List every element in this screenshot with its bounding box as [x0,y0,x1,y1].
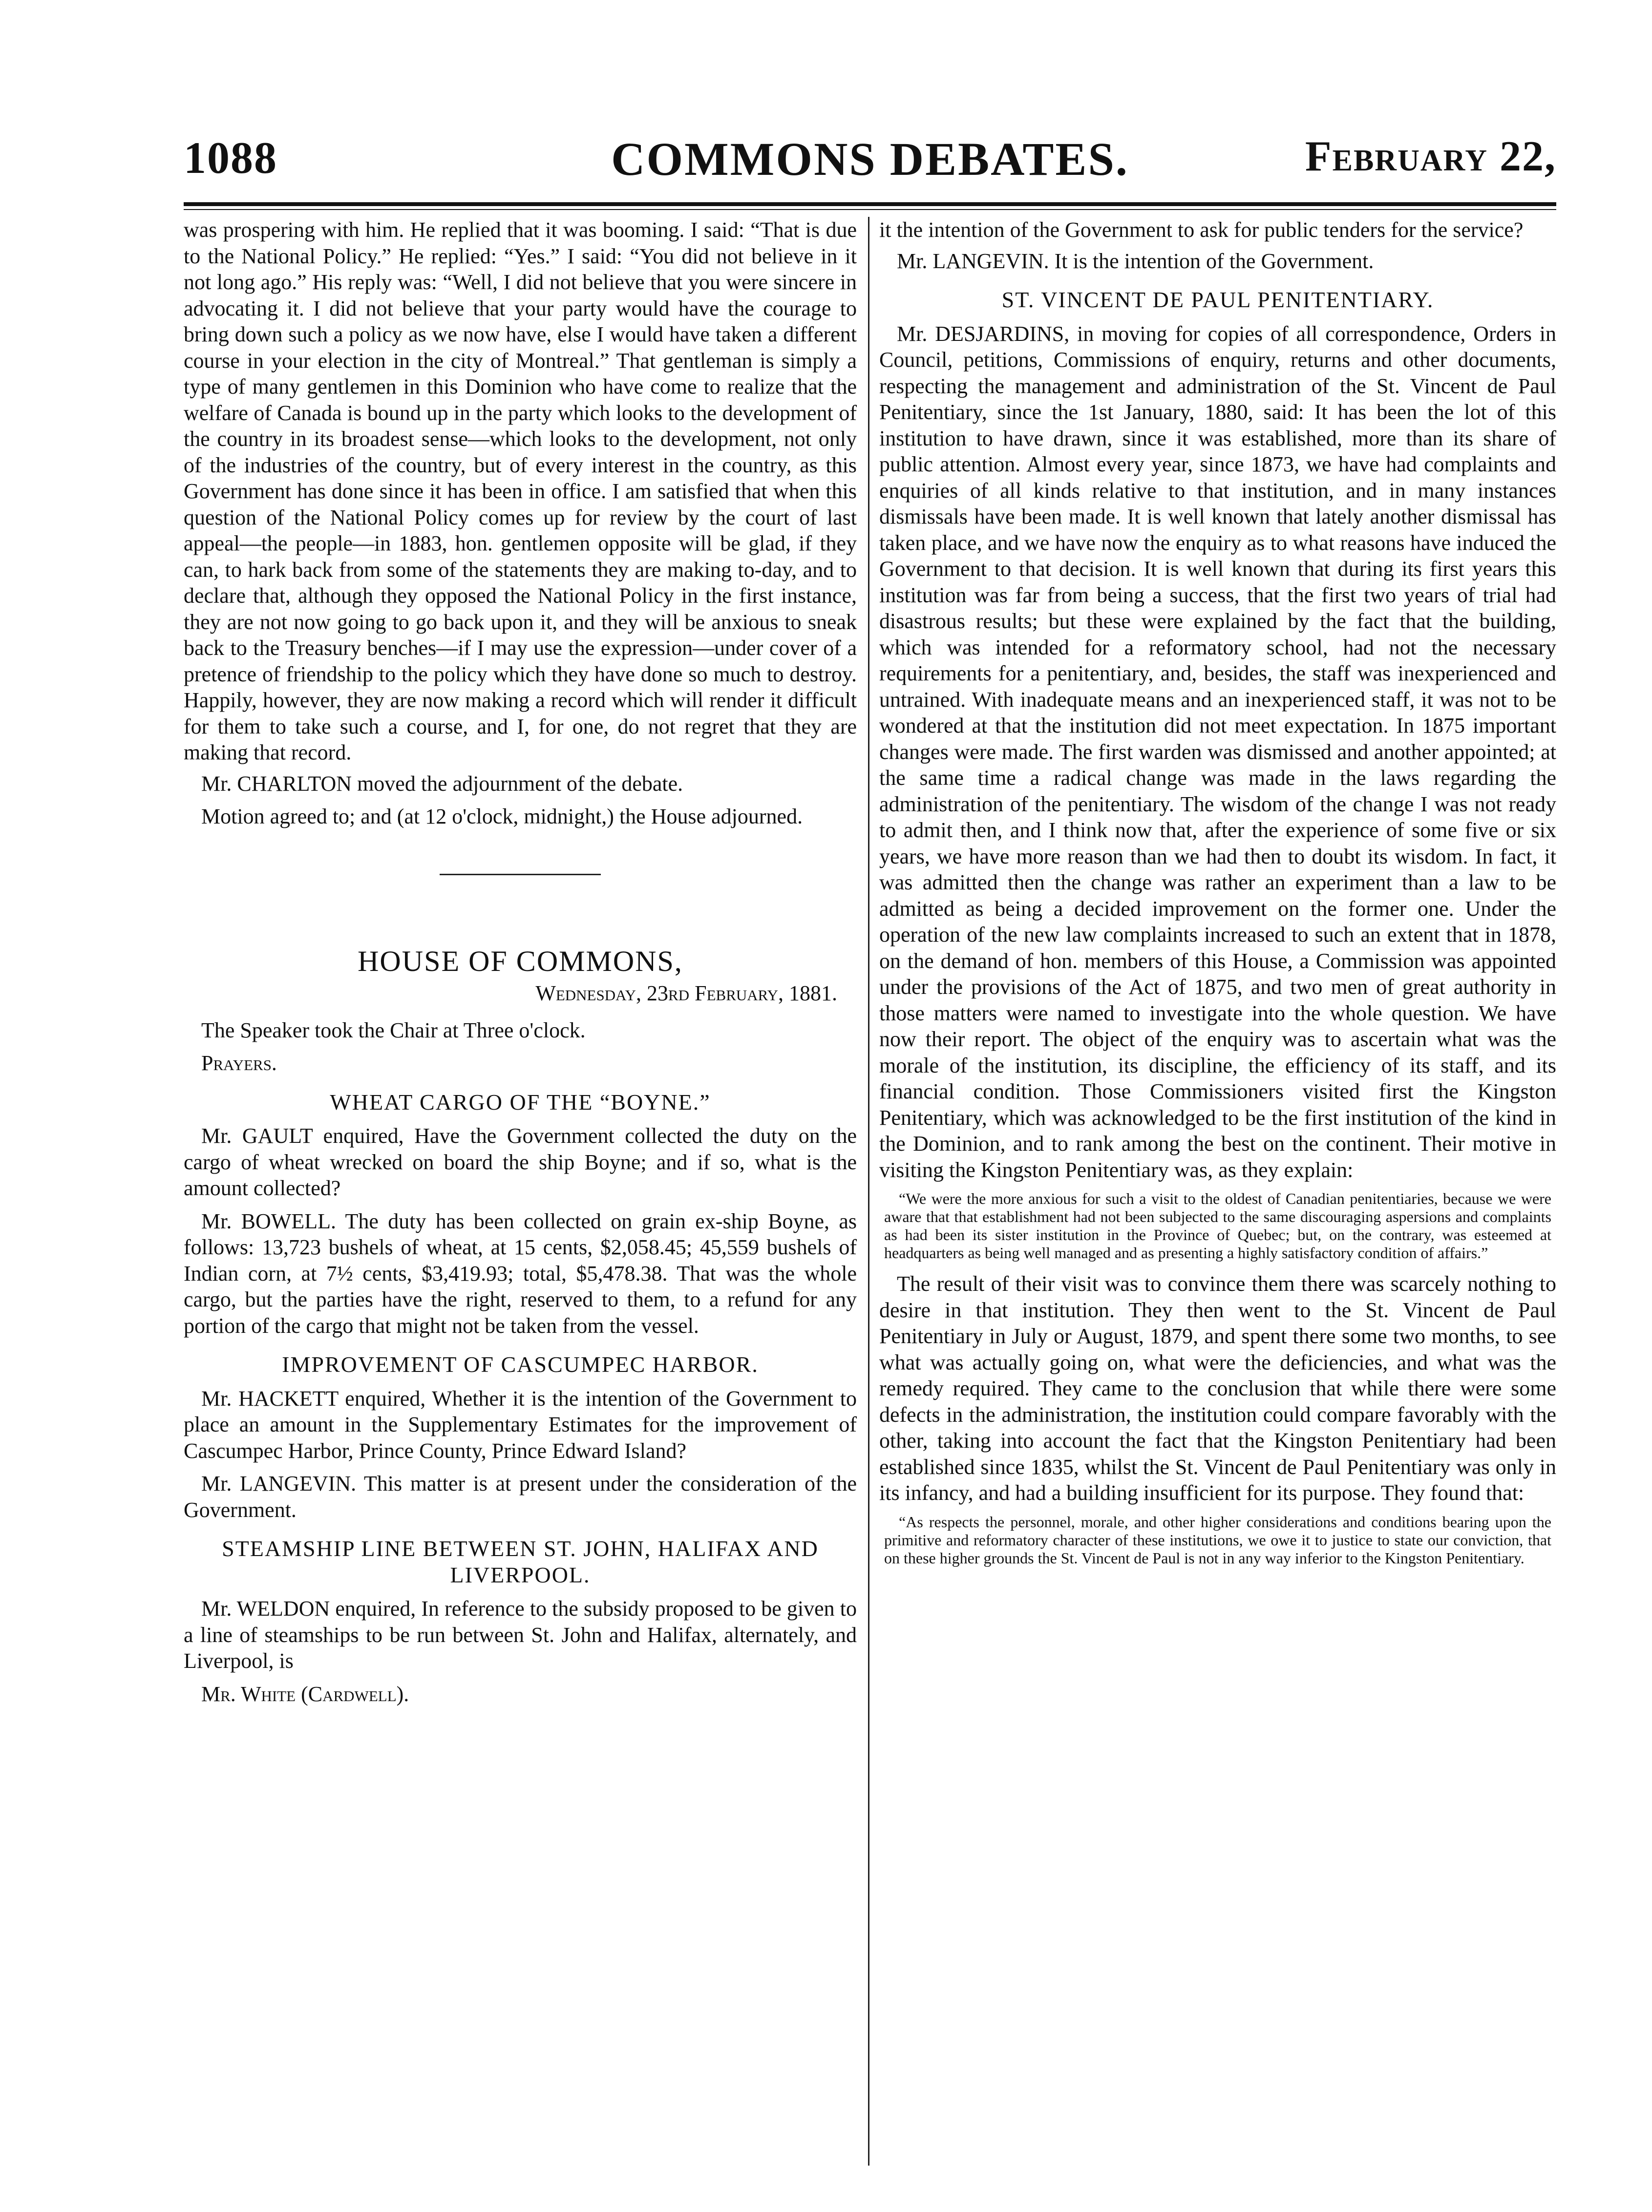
publication-title: COMMONS DEBATES. [611,133,1129,185]
prayers-line: Prayers. [201,1051,277,1075]
header-date: February 22, [1305,133,1556,180]
weldon-question-continued: it the intention of the Government to ask for public tenders for the service? [879,218,1524,242]
member-footer-line: Mr. White (Cardwell). [201,1682,409,1706]
penitentiary-heading: ST. VINCENT DE PAUL PENITENTIARY. [1001,287,1434,312]
cascumpec-harbor-heading: IMPROVEMENT OF CASCUMPEC HARBOR. [282,1352,759,1377]
speaker-line: The Speaker took the Chair at Three o'clock. [201,1018,586,1042]
charlton-motion: Mr. CHARLTON moved the adjournment of the debate. [201,771,683,796]
langevin-answer-steamship: Mr. LANGEVIN. It is the intention of the Government. [897,249,1374,273]
house-of-commons-heading: HOUSE OF COMMONS, [358,945,683,977]
commissioners-quote-1: “We were the more anxious for such a visit to the oldest of Canadian penitentiaries, because we were aware that that establishment had not been subjected to the same discouraging aspersions and complaints as had been its sister institution in the Province of Quebec; but, on the contrary, was esteemed at headquarters as being well managed and as presenting a highly satisfactory condition of affairs.” [884,1190,1551,1262]
gault-question: Mr. GAULT enquired, Have the Government collected the duty on the cargo of wheat wrecked on board the ship Boyne; and if so, what is the amount collected? [184,1124,857,1200]
visit-result-paragraph: The result of their visit was to convince them there was scarcely nothing to desire in that institution. They then went to the St. Vincent de Paul Penitentiary in July or August, 1879, and spent there some two months, to see what was actually going on, what were the deficiencies, and what was the remedy required. They came to the conclusion that while there were some defects in the administration, the institution could compare favorably with the other, taking into account the fact that the Kingston Penitentiary had been established since 1835, whilst the St. Vincent de Paul Penitentiary was only in its infancy, and had a building insufficient for its purpose. They found that: [879,1272,1556,1505]
section-divider [440,874,601,875]
steamship-line-heading: STEAMSHIP LINE BETWEEN ST. JOHN, HALIFAX AND LIVERPOOL. [222,1536,819,1587]
page-header [184,128,1556,191]
desjardins-speech: Mr. DESJARDINS, in moving for copies of all correspondence, Orders in Council, petitions, Commissions of enquiry, returns and other documents, respecting the management and administration of the St. Vincent de Paul Penitentiary, since the 1st January, 1880, said: It has been the lot of this institution to have drawn, since it was established, more than its share of public attention. Almost every year, since 1873, we have had complaints and enquiries of all kinds relative to that institution, and in many instances dismissals have been made. It is well known that lately another dismissal has taken place, and we have now the enquiry as to what reasons have induced the Government to that decision. It is well known that during its first years this institution was far from being a success, that the first two years of trial had disastrous results; but these were explained by the fact that the building, which was intended for a reformatory school, had not the necessary requirements for a penitentiary, and, besides, the staff was inexperienced and untrained. With inadequate means and an inexperienced staff, it was not to be wondered at that the institution did not meet expectation. In 1875 important changes were made. The first warden was dismissed and another appointed; at the same time a radical change was made in the laws regarding the administration of the penitentiary. The wisdom of the change I was not ready to admit then, and I think now that, after the experience of some five or six years, we have more reason than we had then to doubt its wisdom. In fact, it was admitted then the change was rather an experiment than a law to be admitted as being a decided improvement on the former one. Under the operation of the new law complaints increased to such an extent that in 1878, on the demand of hon. members of this House, a Commission was appointed under the provisions of the Act of 1875, and two men of great authority in those matters were named to investigate into the whole question. We have now their report. The object of the enquiry was to ascertain what was the morale of the institution, its discipline, the efficiency of its staff, and its financial condition. Those Commissioners visited first the Kingston Penitentiary, which was acknowledged to be the first institution of the kind in the Dominion, and to rank among the best on the continent. Their motive in visiting the Kingston Penitentiary was, as they explain: [879,321,1556,1182]
adjournment-paragraph: Motion agreed to; and (at 12 o'clock, midnight,) the House adjourned. [201,804,803,828]
wheat-cargo-heading: WHEAT CARGO OF THE “BOYNE.” [330,1089,711,1115]
column-divider [868,217,869,2166]
bowell-answer: Mr. BOWELL. The duty has been collected on grain ex-ship Boyne, as follows: 13,723 bushels of wheat, at 15 cents, $2,058.45; 45,559 bushels of Indian corn, at 7½ cents, $3,419.93; total, $5,478.38. That was the whole cargo, but the parties have the right, reserved to them, to a refund for any portion of the cargo that might not be taken from the vessel. [184,1209,857,1338]
left-paragraph-1: was prospering with him. He replied that it was booming. I said: “That is due to the National Policy.” He replied: “Yes.” I said: “You did not believe in it not long ago.” His reply was: “Well, I did not believe that you were sincere in advocating it. I did not believe that your party would have the courage to bring down such a policy as we now have, else I would have taken a different course in your election in the city of Montreal.” That gentleman is simply a type of many gentlemen in this Dominion who have come to realize that the welfare of Canada is bound up in the party which looks to the development of the country in its broadest sense—which looks to the development, not only of the industries of the country, but of every interest in the country, as this Government has done since it has been in office. I am satisfied that when this question of the National Policy comes up for review by the court of last appeal—the people—in 1883, hon. gentlemen opposite will be glad, if they can, to hark back from some of the statements they are making to-day, and to declare that, although they opposed the National Policy in the first instance, they are not now going to go back upon it, and they will be anxious to sneak back to the Treasury benches—if I may use the expression—under cover of a pretence of friendship to the policy which they have done so much to destroy. Happily, however, they are now making a record which will render it difficult for them to take such a course, and I, for one, do not regret that they are making that record. [184,218,857,764]
hackett-question: Mr. HACKETT enquired, Whether it is the intention of the Government to place an amount in the Supplementary Estimates for the improvement of Cascumpec Harbor, Prince County, Prince Edward Island? [184,1386,857,1463]
left-column [184,217,857,1714]
header-rule [184,202,1556,206]
header-rule-thin [184,209,1556,210]
right-column [879,217,1556,1576]
weldon-question: Mr. WELDON enquired, In reference to the subsidy proposed to be given to a line of steamships to be run between St. John and Halifax, alternately, and Liverpool, is [184,1597,857,1673]
page-number: 1088 [184,133,277,183]
langevin-answer-harbor: Mr. LANGEVIN. This matter is at present under the consideration of the Government. [184,1472,857,1522]
commissioners-quote-2: “As respects the personnel, morale, and other higher considerations and conditions bearing upon the primitive and reformatory character of these institutions, we owe it to justice to state our conviction, that on these higher grounds the St. Vincent de Paul is not in any way inferior to the Kingston Penitentiary. [884,1513,1551,1567]
sitting-date: Wednesday, 23rd February, 1881. [535,981,837,1005]
